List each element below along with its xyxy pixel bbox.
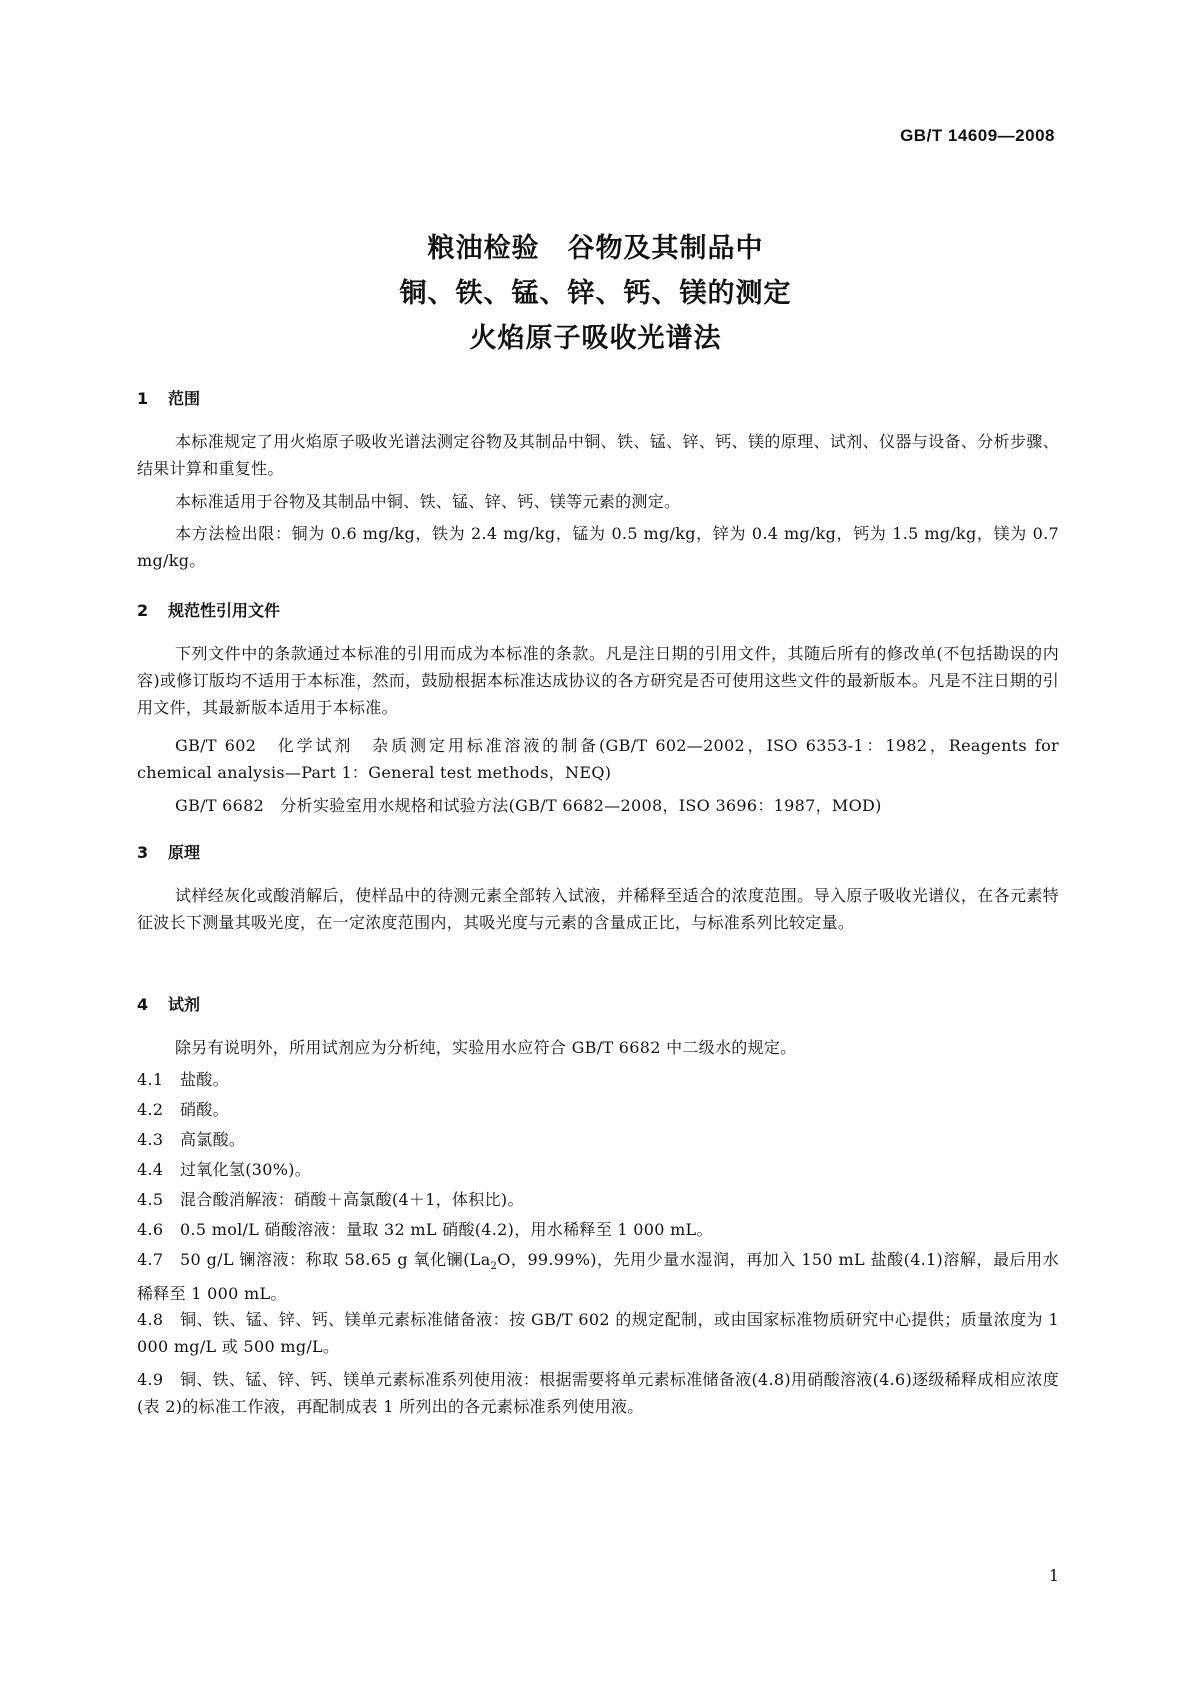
section-number: 3 (137, 843, 149, 862)
s1-paragraph-2: 本标准适用于谷物及其制品中铜、铁、锰、锌、钙、镁等元素的测定。 (175, 492, 681, 511)
reagent-item (137, 1216, 1059, 1243)
item-text-subscript: 2 (490, 1261, 498, 1273)
item-number: 4.4 (137, 1160, 164, 1179)
item-text: 混合酸消解液：硝酸＋高氯酸(4＋1，体积比)。 (180, 1190, 524, 1209)
reagent-item (137, 1096, 1059, 1123)
section-1-heading (137, 386, 200, 409)
item-text: 0.5 mol/L 硝酸溶液：量取 32 mL 硝酸(4.2)，用水稀释至 1 000 mL。 (180, 1220, 713, 1239)
reagent-item (137, 1186, 1059, 1213)
section-title: 范围 (168, 389, 201, 408)
section-title: 试剂 (168, 995, 201, 1014)
s2-reference-gbt6682: GB/T 6682 分析实验室用水规格和试验方法(GB/T 6682—2008，ISO 3696：1987，MOD) (175, 796, 882, 815)
title-line-3: 火焰原子吸收光谱法 (469, 323, 722, 354)
reagent-item (137, 1246, 1059, 1307)
section-number: 4 (137, 995, 149, 1014)
section-4-heading (137, 992, 200, 1015)
title-line-2: 铜、铁、锰、锌、钙、镁的测定 (399, 278, 792, 309)
item-text: 过氧化氢(30%)。 (180, 1160, 312, 1179)
section-title: 原理 (168, 843, 201, 862)
item-number: 4.7 (137, 1250, 164, 1269)
item-number: 4.6 (137, 1220, 164, 1239)
item-number: 4.2 (137, 1100, 164, 1119)
item-text-b: O，99.99%)，先用少量水湿润，再加入 150 mL 盐酸(4.1)溶解，最后用水稀释至 1 000 mL。 (137, 1250, 1059, 1304)
document-title (0, 226, 1191, 361)
section-number: 1 (137, 389, 149, 408)
reagent-item (137, 1066, 1059, 1093)
s1-paragraph-3: 本方法检出限：铜为 0.6 mg/kg，铁为 2.4 mg/kg，锰为 0.5 mg/kg，锌为 0.4 mg/kg，钙为 1.5 mg/kg，镁为 0.7 mg/kg。 (137, 524, 1059, 570)
reagent-item (137, 1126, 1059, 1153)
reagent-item (137, 1306, 1059, 1360)
s2-reference-gbt602: GB/T 602 化学试剂 杂质测定用标准溶液的制备(GB/T 602—2002，ISO 6353-1：1982，Reagents for chemical analysis—Part 1：General test methods，NEQ) (137, 736, 1059, 782)
s1-paragraph-1: 本标准规定了用火焰原子吸收光谱法测定谷物及其制品中铜、铁、锰、锌、钙、镁的原理、试剂、仪器与设备、分析步骤、结果计算和重复性。 (137, 432, 1059, 478)
reagent-item (137, 1366, 1059, 1420)
item-number: 4.1 (137, 1070, 164, 1089)
s4-paragraph-1: 除另有说明外，所用试剂应为分析纯，实验用水应符合 GB/T 6682 中二级水的规定。 (175, 1038, 797, 1057)
section-title: 规范性引用文件 (168, 601, 281, 620)
s2-paragraph-1: 下列文件中的条款通过本标准的引用而成为本标准的条款。凡是注日期的引用文件，其随后所有的修改单(不包括勘误的内容)或修订版均不适用于本标准，然而，鼓励根据本标准达成协议的各方研究是否可使用这些文件的最新版本。凡是不注日期的引用文件，其最新版本适用于本标准。 (137, 644, 1059, 717)
item-number: 4.3 (137, 1130, 164, 1149)
standard-code: GB/T 14609—2008 (900, 126, 1055, 145)
page-number: 1 (1048, 1566, 1059, 1585)
s3-paragraph-1: 试样经灰化或酸消解后，使样品中的待测元素全部转入试液，并稀释至适合的浓度范围。导入原子吸收光谱仪，在各元素特征波长下测量其吸光度，在一定浓度范围内，其吸光度与元素的含量成正比，与标准系列比较定量。 (137, 886, 1059, 932)
section-2-heading (137, 598, 280, 621)
section-number: 2 (137, 601, 149, 620)
item-text: 高氯酸。 (180, 1130, 246, 1149)
item-text: 铜、铁、锰、锌、钙、镁单元素标准储备液：按 GB/T 602 的规定配制，或由国家标准物质研究中心提供；质量浓度为 1 000 mg/L 或 500 mg/L。 (137, 1310, 1059, 1356)
item-number: 4.9 (137, 1370, 164, 1389)
item-number: 4.8 (137, 1310, 164, 1329)
reagent-item (137, 1156, 1059, 1183)
item-number: 4.5 (137, 1190, 164, 1209)
item-text-a: 50 g/L 镧溶液：称取 58.65 g 氧化镧(La (180, 1250, 491, 1269)
item-text: 盐酸。 (180, 1070, 229, 1089)
item-text: 硝酸。 (180, 1100, 229, 1119)
item-text: 铜、铁、锰、锌、钙、镁单元素标准系列使用液：根据需要将单元素标准储备液(4.8)用硝酸溶液(4.6)逐级稀释成相应浓度(表 2)的标准工作液，再配制成表 1 所列出的各元素标准系列使用液。 (137, 1370, 1059, 1416)
title-line-1: 粮油检验 谷物及其制品中 (427, 233, 764, 264)
section-3-heading (137, 840, 200, 863)
